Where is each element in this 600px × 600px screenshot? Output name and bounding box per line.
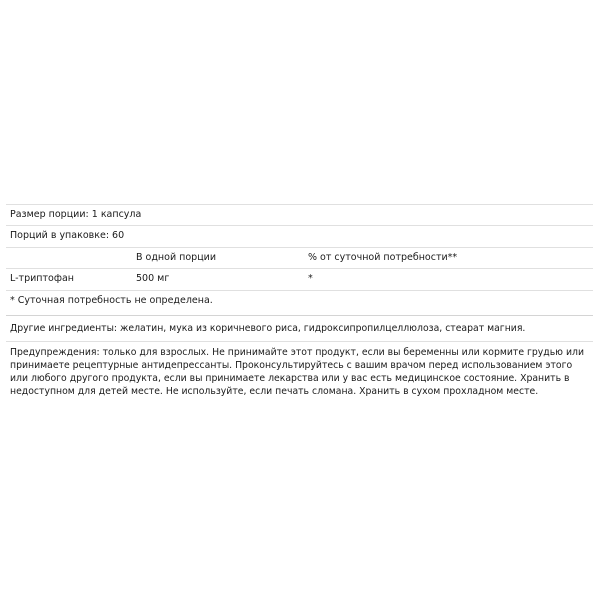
- daily-value-header: % от суточной потребности**: [308, 252, 458, 263]
- ingredient-row: [6, 269, 593, 291]
- supplement-facts-panel: [6, 204, 593, 398]
- other-ingredients-text: Другие ингредиенты: желатин, мука из коричневого риса, гидроксипропилцеллюлоза, стеарат магния.: [6, 316, 593, 342]
- ingredient-daily-value: *: [308, 273, 313, 284]
- ingredient-name: L-триптофан: [10, 273, 75, 284]
- ingredient-amount: 500 мг: [136, 273, 170, 284]
- per-serving-header: В одной порции: [136, 252, 217, 263]
- column-header-row: [6, 248, 593, 269]
- warnings-text: Предупреждения: только для взрослых. Не принимайте этот продукт, если вы беременны или кормите грудью или принимаете рецептурные антидепрессанты. Проконсультируйтесь с вашим врачом перед использованием этого или любого другого продукта, если вы принимаете лекарства или у вас есть медицинское состояние. Хранить в недоступном для детей месте. Не используйте, если печать сломана. Хранить в сухом прохладном месте.: [10, 347, 584, 397]
- serving-size-text: Размер порции: 1 капсула: [10, 209, 142, 220]
- serving-size-row: [6, 204, 593, 226]
- servings-per-container-row: [6, 226, 593, 248]
- footnote-text: * Суточная потребность не определена.: [10, 295, 213, 306]
- servings-per-container-text: Порций в упаковке: 60: [10, 230, 125, 241]
- footnote-row: [6, 291, 593, 316]
